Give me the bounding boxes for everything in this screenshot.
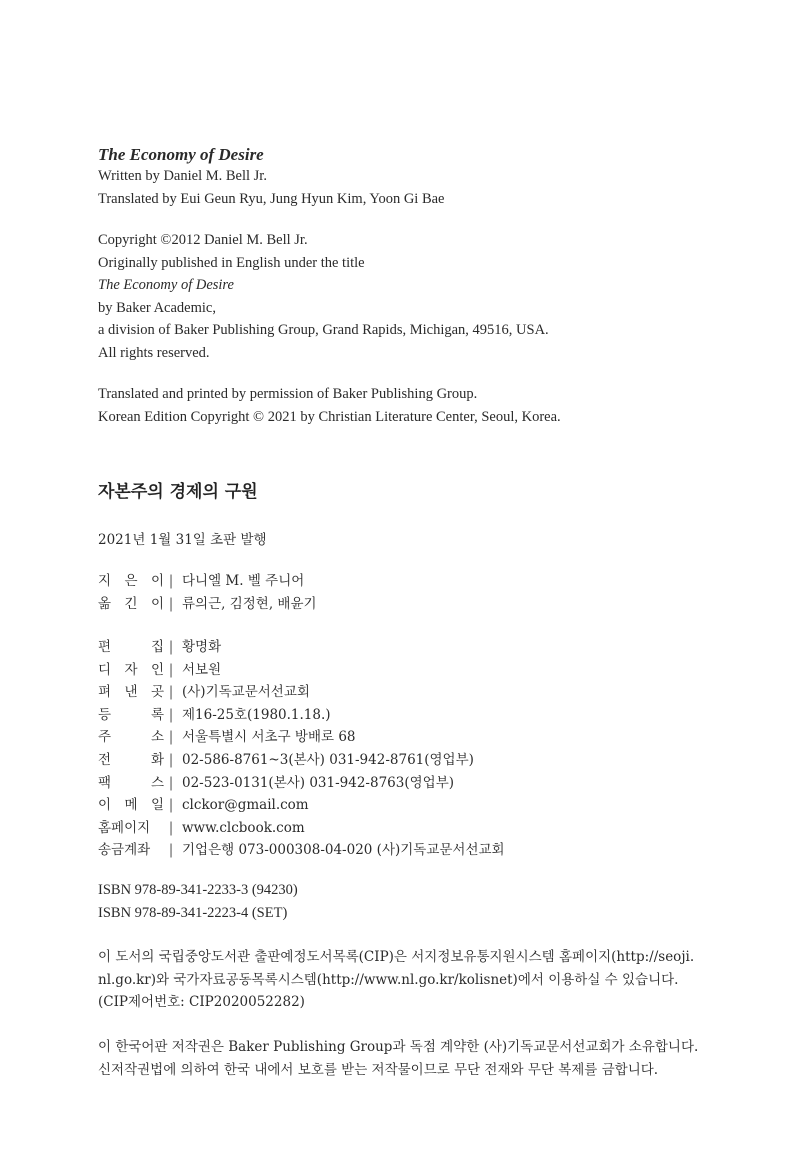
isbn-set-line: ISBN 978-89-341-2223-4 (SET): [98, 904, 288, 921]
detail-value: 기업은행 073-000308-04-020 (사)기독교문서선교회: [182, 842, 505, 859]
translators-line: Translated by Eui Geun Ryu, Jung Hyun Kim, Yoon Gi Bae: [98, 190, 445, 207]
detail-value: clckor@gmail.com: [182, 797, 309, 814]
isbn-line: ISBN 978-89-341-2233-3 (94230): [98, 882, 298, 898]
detail-value: 02-586-8761~3(본사) 031-942-8761(영업부): [182, 752, 474, 769]
original-title-italic: The Economy of Desire: [98, 277, 234, 293]
credit-value: 다니엘 M. 벨 주니어: [182, 573, 305, 590]
edition-date-block: [98, 529, 698, 552]
detail-row-email: 이 메 일 | clckor@gmail.com: [98, 794, 698, 817]
author-line: Written by Daniel M. Bell Jr.: [98, 168, 267, 184]
copyright-line: Copyright ©2012 Daniel M. Bell Jr.: [98, 232, 308, 248]
korean-copyright-line: Korean Edition Copyright © 2021 by Christian Literature Center, Seoul, Korea.: [98, 408, 561, 425]
details-list: [98, 636, 698, 862]
detail-value: 제16-25호(1980.1.18.): [182, 706, 331, 723]
korean-title-block: [98, 480, 698, 504]
detail-row-registration: 등 록 | 제16-25호(1980.1.18.): [98, 704, 698, 727]
cip-line: nl.go.kr)와 국가자료공동목록시스템(http://www.nl.go.kr/kolisnet)에서 이용하실 수 있습니다.: [98, 971, 679, 988]
detail-row-design: 디 자 인 | 서보원: [98, 659, 698, 682]
credit-label: 옮 긴 이: [98, 595, 164, 612]
cip-line: (CIP제어번호: CIP2020052282): [98, 994, 305, 1010]
rights-notice-line: 이 한국어판 저작권은 Baker Publishing Group과 독점 계약한 (사)기독교문서선교회가 소유합니다.: [98, 1039, 699, 1055]
detail-row-address: 주 소 | 서울특별시 서초구 방배로 68: [98, 726, 698, 749]
credit-label: 지 은 이: [98, 573, 164, 590]
detail-row-publisher: 펴 낸 곳 | (사)기독교문서선교회: [98, 681, 698, 704]
separator: |: [168, 819, 174, 836]
detail-value: 황명화: [182, 639, 222, 656]
separator: |: [168, 573, 174, 590]
isbn-block: [98, 879, 698, 924]
separator: |: [168, 639, 174, 656]
rights-notice: [98, 1036, 698, 1081]
separator: |: [168, 842, 174, 859]
rights-notice-line: 신저작권법에 의하여 한국 내에서 보호를 받는 저작물이므로 무단 전재와 무단 복제를 금합니다.: [98, 1061, 659, 1078]
credit-value: 류의근, 김정현, 배윤기: [182, 595, 317, 612]
credit-row-author: [98, 570, 698, 593]
detail-row-account: 송금계좌 | 기업은행 073-000308-04-020 (사)기독교문서선교회: [98, 839, 698, 862]
korean-title: 자본주의 경제의 구원: [98, 482, 258, 502]
detail-value: 서보원: [182, 661, 222, 678]
cip-notice: [98, 946, 698, 1014]
separator: |: [168, 797, 174, 814]
published-line: Originally published in English under the title: [98, 254, 365, 271]
separator: |: [168, 706, 174, 723]
detail-row-homepage: 홈페이지 | www.clcbook.com: [98, 817, 698, 840]
division-line: a division of Baker Publishing Group, Grand Rapids, Michigan, 49516, USA.: [98, 322, 549, 338]
separator: |: [168, 752, 174, 769]
separator: |: [168, 774, 174, 791]
permission-line: Translated and printed by permission of Baker Publishing Group.: [98, 386, 478, 402]
detail-row-phone: 전 화 | 02-586-8761~3(본사) 031-942-8761(영업부): [98, 749, 698, 772]
detail-value: 서울특별시 서초구 방배로 68: [182, 729, 356, 746]
credit-row-translator: [98, 593, 698, 616]
edition-date: 2021년 1월 31일 초판 발행: [98, 532, 267, 548]
detail-value: (사)기독교문서선교회: [182, 684, 310, 701]
publisher-line: by Baker Academic,: [98, 299, 216, 316]
detail-row-fax: 팩 스 | 02-523-0131(본사) 031-942-8763(영업부): [98, 772, 698, 795]
cip-line: 이 도서의 국립중앙도서관 출판예정도서목록(CIP)은 서지정보유통지원시스템 홈페이지(http://seoji.: [98, 949, 695, 965]
permission-block: [98, 383, 698, 428]
detail-value: www.clcbook.com: [182, 819, 305, 836]
credits-list: [98, 570, 698, 615]
original-edition-info: [98, 143, 698, 210]
separator: |: [168, 729, 174, 746]
separator: |: [168, 684, 174, 701]
copyright-block: [98, 229, 698, 364]
original-title: The Economy of Desire: [98, 145, 264, 164]
rights-line: All rights reserved.: [98, 344, 210, 361]
separator: |: [168, 661, 174, 678]
detail-row-editor: 편 집 | 황명화: [98, 636, 698, 659]
separator: |: [168, 595, 174, 612]
detail-value: 02-523-0131(본사) 031-942-8763(영업부): [182, 774, 455, 791]
